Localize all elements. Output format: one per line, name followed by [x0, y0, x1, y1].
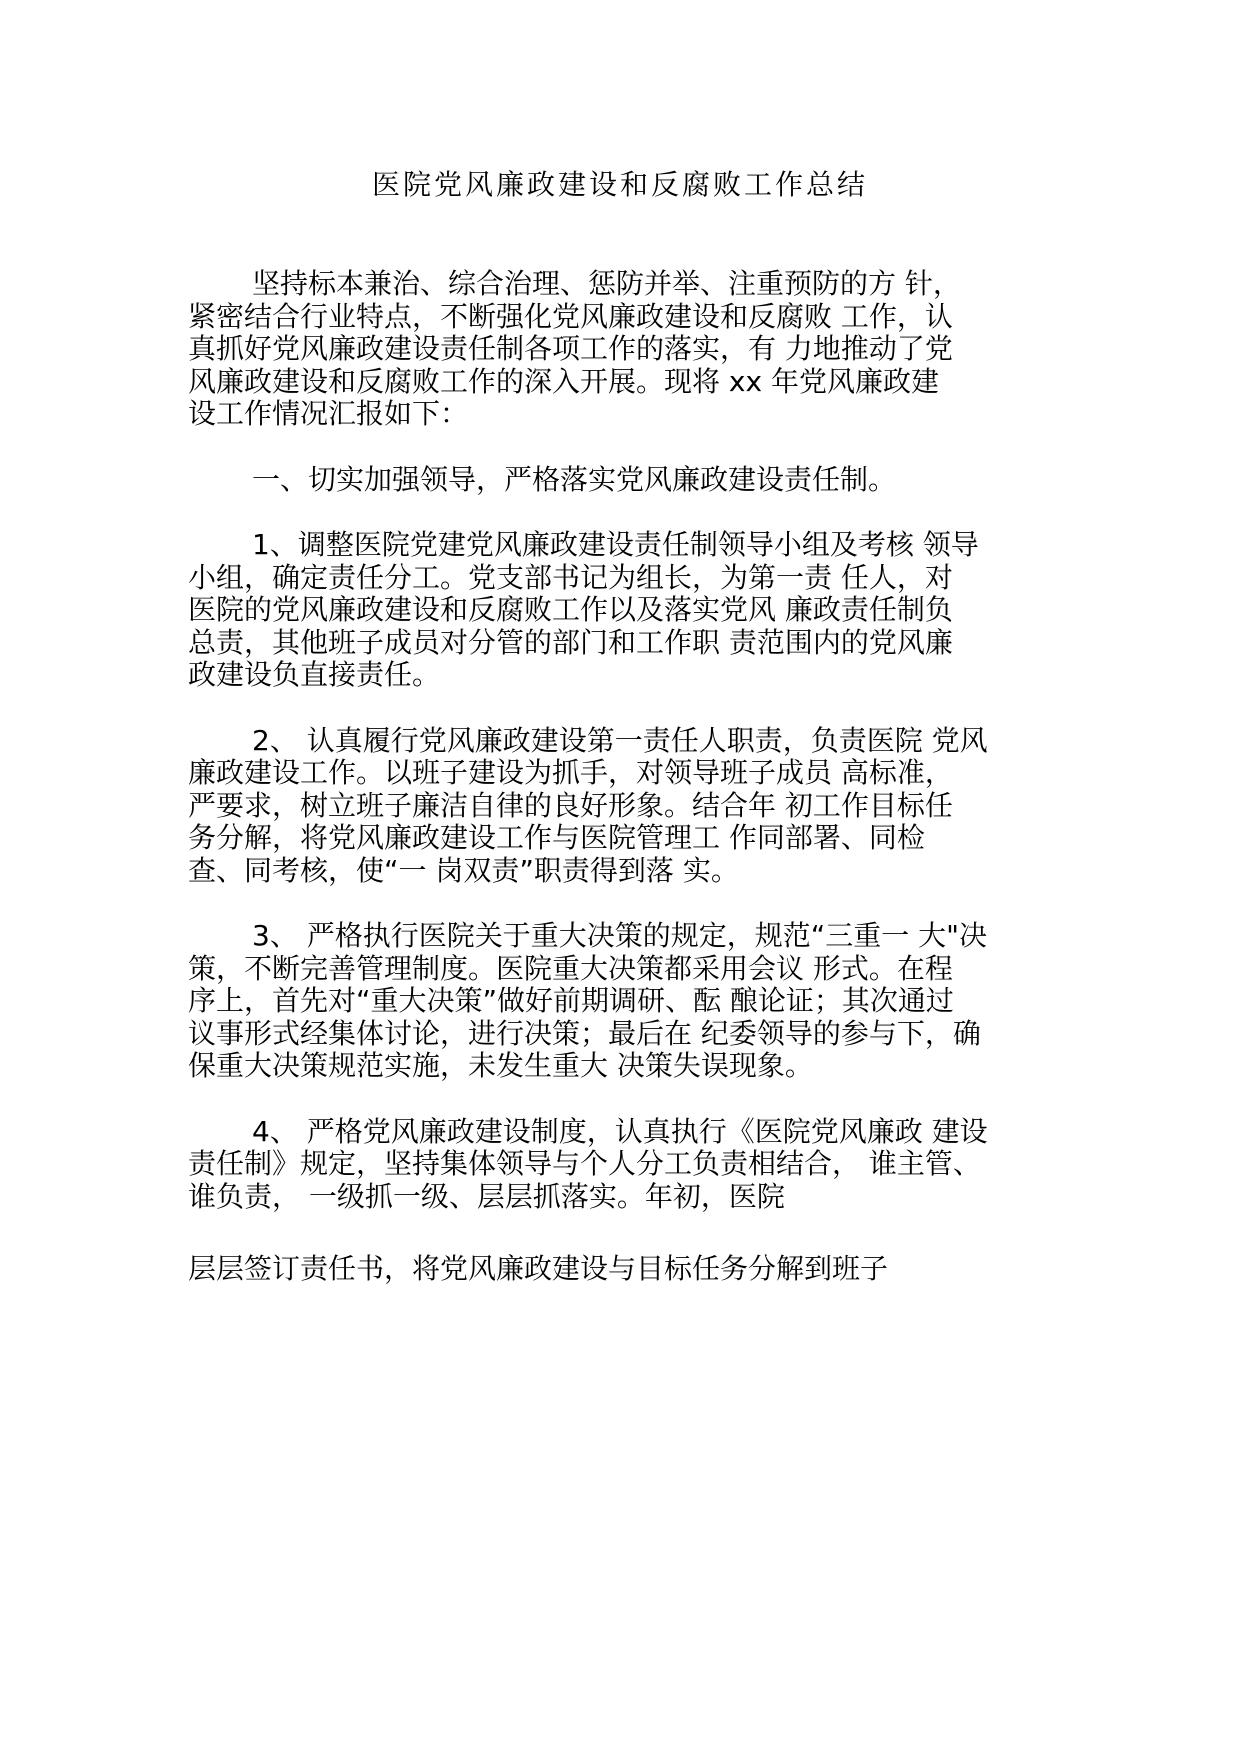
item-1-paragraph	[188, 529, 1068, 692]
item-line: 责任制》规定，坚持集体领导与个人分工负责相结合， 谁主管、	[188, 1147, 981, 1180]
item-line: 策，不断完善管理制度。医院重大决策都采用会议 形式。在程	[188, 951, 953, 985]
item-line: 谁负责， 一级抓一级、层层抓落实。年初，医院	[188, 1179, 785, 1213]
item-line: 查、同考核，使“一 岗双责”职责得到落 实。	[188, 853, 739, 887]
intro-line: 风廉政建设和反腐败工作的深入开展。现将 xx 年党风廉政建	[188, 364, 939, 398]
item-line: 议事形式经集体讨论，进行决策；最后在 纪委领导的参与下，确	[188, 1016, 981, 1050]
item-line: 政建设负直接责任。	[188, 658, 441, 691]
item-line: 4、 严格党风廉政建设制度，认真执行《医院党风廉政 建设	[252, 1114, 988, 1148]
intro-line: 坚持标本兼治、综合治理、惩防并举、注重预防的方 针，	[252, 267, 961, 300]
intro-line: 真抓好党风廉政建设责任制各项工作的落实，有 力地推动了党	[188, 332, 953, 365]
item-line: 廉政建设工作。以班子建设为抓手，对领导班子成员 高标准，	[188, 756, 953, 789]
item-4-paragraph	[188, 1116, 1068, 1214]
section-heading: 一、切实加强领导，严格落实党风廉政建设责任制。	[252, 462, 897, 496]
item-line: 3、 严格执行医院关于重大决策的规定，规范“三重一 大"决	[252, 919, 988, 952]
intro-paragraph	[188, 268, 1068, 431]
item-line: 保重大决策规范实施，未发生重大 决策失误现象。	[188, 1049, 813, 1082]
item-line: 序上，首先对“重大决策”做好前期调研、酝 酿论证；其次通过	[188, 984, 954, 1017]
intro-line: 紧密结合行业特点，不断强化党风廉政建设和反腐败 工作，认	[188, 299, 953, 333]
intro-line: 设工作情况汇报如下：	[188, 397, 469, 430]
continuation-line: 层层签订责任书，将党风廉政建设与目标任务分解到班子	[188, 1252, 889, 1285]
item-line: 医院的党风廉政建设和反腐败工作以及落实党风 廉政责任制负	[188, 593, 953, 626]
document-body	[188, 268, 1068, 1286]
item-line: 严要求，树立班子廉洁自律的良好形象。结合年 初工作目标任	[188, 788, 953, 822]
item-line: 总责，其他班子成员对分管的部门和工作职 责范围内的党风廉	[188, 625, 953, 659]
document-title: 医院党风廉政建设和反腐败工作总结	[371, 168, 868, 201]
item-line: 小组，确定责任分工。党支部书记为组长，为第一责 任人，对	[188, 560, 953, 594]
item-line: 1、调整医院党建党风廉政建设责任制领导小组及考核 领导	[252, 528, 979, 561]
item-line: 2、 认真履行党风廉政建设第一责任人职责，负责医院 党风	[252, 723, 988, 757]
item-3-paragraph	[188, 920, 1068, 1083]
item-2-paragraph	[188, 725, 1068, 888]
item-line: 务分解，将党风廉政建设工作与医院管理工 作同部署、同检	[188, 821, 925, 854]
